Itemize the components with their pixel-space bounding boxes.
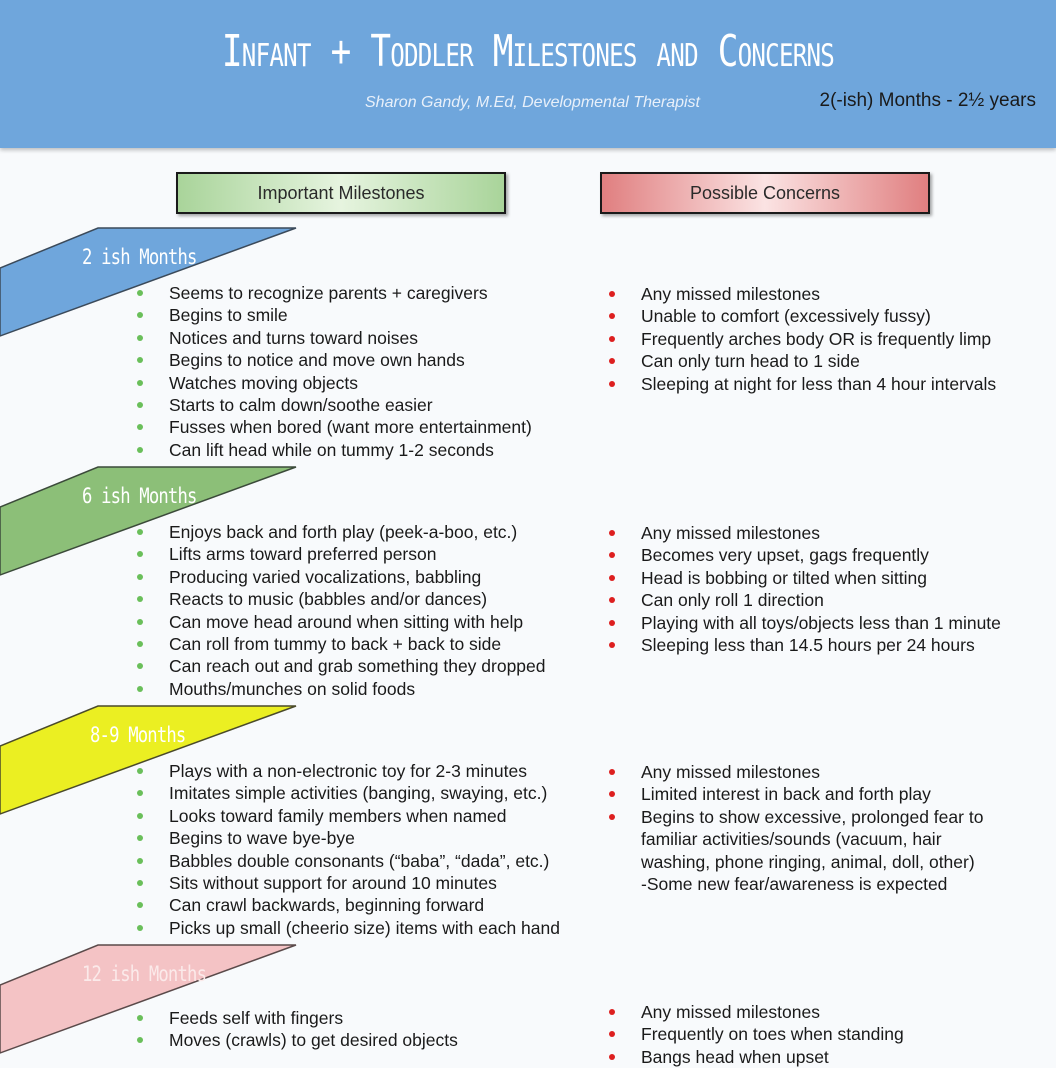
concerns-list-8-9-months xyxy=(608,761,983,895)
list-item: Imitates simple activities (banging, swaying, etc.) xyxy=(136,782,560,804)
list-item-continuation: washing, phone ringing, animal, doll, other) xyxy=(641,851,975,872)
section-label: 8-9 Months xyxy=(90,723,186,747)
list-item: Mouths/munches on solid foods xyxy=(136,678,546,700)
list-item: Can reach out and grab something they dropped xyxy=(136,655,546,677)
list-item: Can only turn head to 1 side xyxy=(608,350,996,372)
list-item: Can move head around when sitting with help xyxy=(136,611,546,633)
author-subtitle: Sharon Gandy, M.Ed, Developmental Therapist xyxy=(365,94,700,111)
concerns-list-2-months xyxy=(608,283,996,395)
list-item: Sleeping at night for less than 4 hour intervals xyxy=(608,373,996,395)
list-item: Producing varied vocalizations, babbling xyxy=(136,566,546,588)
list-item: Starts to calm down/soothe easier xyxy=(136,394,532,416)
milestones-column-header: Important Milestones xyxy=(176,172,506,214)
age-range: 2(-ish) Months - 2½ years xyxy=(819,90,1036,111)
list-item: Feeds self with fingers xyxy=(136,1007,458,1029)
list-item: Head is bobbing or tilted when sitting xyxy=(608,567,1001,589)
list-item: Any missed milestones xyxy=(608,1001,904,1023)
list-item: Can roll from tummy to back + back to side xyxy=(136,633,546,655)
page-title: Infant + Toddler Milestones and Concerns xyxy=(221,26,835,77)
list-item: Picks up small (cheerio size) items with each hand xyxy=(136,917,560,939)
list-item: Any missed milestones xyxy=(608,283,996,305)
list-item: Limited interest in back and forth play xyxy=(608,783,983,805)
list-item: Lifts arms toward preferred person xyxy=(136,543,546,565)
list-item: Babbles double consonants (“baba”, “dada”, etc.) xyxy=(136,850,560,872)
list-item: Begins to wave bye-bye xyxy=(136,827,560,849)
section-label: 2 ish Months xyxy=(82,245,197,269)
milestones-list-6-months xyxy=(136,521,546,700)
list-item: Begins to smile xyxy=(136,304,532,326)
list-item: Looks toward family members when named xyxy=(136,805,560,827)
header-banner xyxy=(0,0,1056,148)
list-item: Sleeping less than 14.5 hours per 24 hours xyxy=(608,634,1001,656)
list-item: Fusses when bored (want more entertainment) xyxy=(136,416,532,438)
list-item: Watches moving objects xyxy=(136,372,532,394)
list-item: Can only roll 1 direction xyxy=(608,589,1001,611)
list-item: Bangs head when upset xyxy=(608,1046,904,1068)
milestones-list-12-months xyxy=(136,1007,458,1052)
list-item: Can lift head while on tummy 1-2 seconds xyxy=(136,439,532,461)
list-item: Becomes very upset, gags frequently xyxy=(608,544,1001,566)
concerns-list-12-months xyxy=(608,1001,904,1068)
list-item: Any missed milestones xyxy=(608,522,1001,544)
list-item-continuation: -Some new fear/awareness is expected xyxy=(641,874,948,895)
concerns-list-6-months xyxy=(608,522,1001,656)
list-item: Begins to show excessive, prolonged fear to xyxy=(608,806,983,828)
list-item: Frequently arches body OR is frequently limp xyxy=(608,328,996,350)
list-item: Playing with all toys/objects less than 1 minute xyxy=(608,612,1001,634)
milestones-list-8-9-months xyxy=(136,760,560,939)
list-item: Any missed milestones xyxy=(608,761,983,783)
list-item: Unable to comfort (excessively fussy) xyxy=(608,305,996,327)
list-item: Enjoys back and forth play (peek-a-boo, etc.) xyxy=(136,521,546,543)
list-item: Notices and turns toward noises xyxy=(136,327,532,349)
list-item-continuation: familiar activities/sounds (vacuum, hair xyxy=(641,829,942,850)
section-label: 12 ish Months xyxy=(82,962,207,986)
list-item: Plays with a non-electronic toy for 2-3 minutes xyxy=(136,760,560,782)
list-item: Frequently on toes when standing xyxy=(608,1023,904,1045)
list-item: Can crawl backwards, beginning forward xyxy=(136,894,560,916)
list-item: Moves (crawls) to get desired objects xyxy=(136,1029,458,1051)
milestones-list-2-months xyxy=(136,282,532,461)
list-item: Sits without support for around 10 minutes xyxy=(136,872,560,894)
list-item: Seems to recognize parents + caregivers xyxy=(136,282,532,304)
concerns-column-header: Possible Concerns xyxy=(600,172,930,214)
list-item: Begins to notice and move own hands xyxy=(136,349,532,371)
section-label: 6 ish Months xyxy=(82,484,197,508)
list-item: Reacts to music (babbles and/or dances) xyxy=(136,588,546,610)
